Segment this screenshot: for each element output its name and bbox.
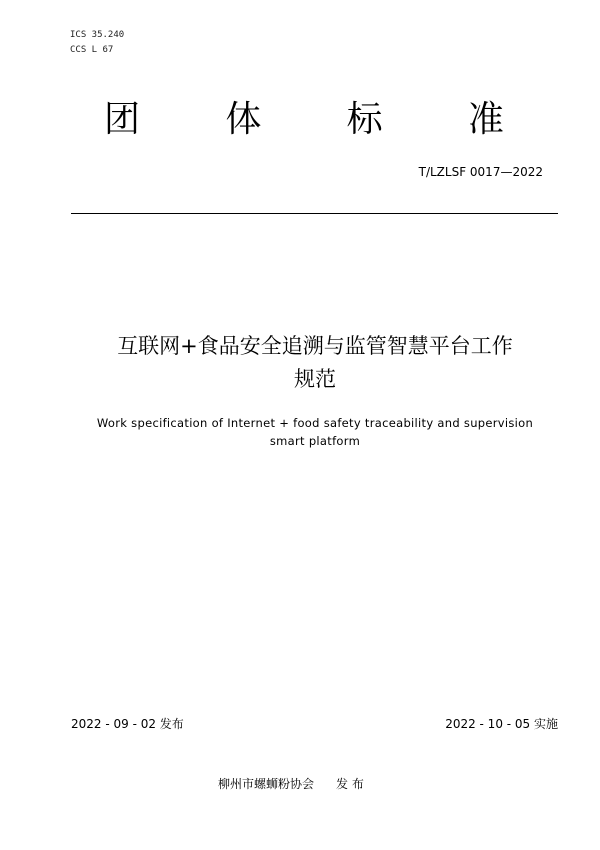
- chinese-title: [60, 330, 570, 396]
- chinese-title-line-2: 规范: [294, 367, 336, 391]
- standard-type-char-4: 准: [467, 99, 504, 140]
- implementation-date: 2022 - 10 - 05 实施: [445, 717, 558, 731]
- standard-type-heading: [104, 98, 504, 144]
- english-title: [60, 414, 570, 450]
- standard-type-char-3: 标: [346, 99, 383, 140]
- english-title-line-2: smart platform: [269, 434, 361, 448]
- chinese-title-line-1: 互联网+食品安全追溯与监管智慧平台工作: [117, 334, 513, 358]
- ccs-code: CCS L 67: [70, 45, 114, 55]
- publisher-action: 发 布: [336, 777, 364, 791]
- standard-type-char-2: 体: [225, 99, 262, 140]
- header-divider: [71, 213, 558, 214]
- standard-type-char-1: 团: [104, 99, 141, 140]
- standard-code: T/LZLSF 0017—2022: [418, 165, 543, 179]
- issue-date: 2022 - 09 - 02 发布: [71, 717, 184, 731]
- english-title-line-1: Work specification of Internet + food safety traceability and supervision: [96, 416, 534, 430]
- publisher-name: 柳州市螺蛳粉协会: [218, 777, 315, 791]
- ics-code: ICS 35.240: [70, 30, 125, 40]
- publisher: [218, 776, 364, 792]
